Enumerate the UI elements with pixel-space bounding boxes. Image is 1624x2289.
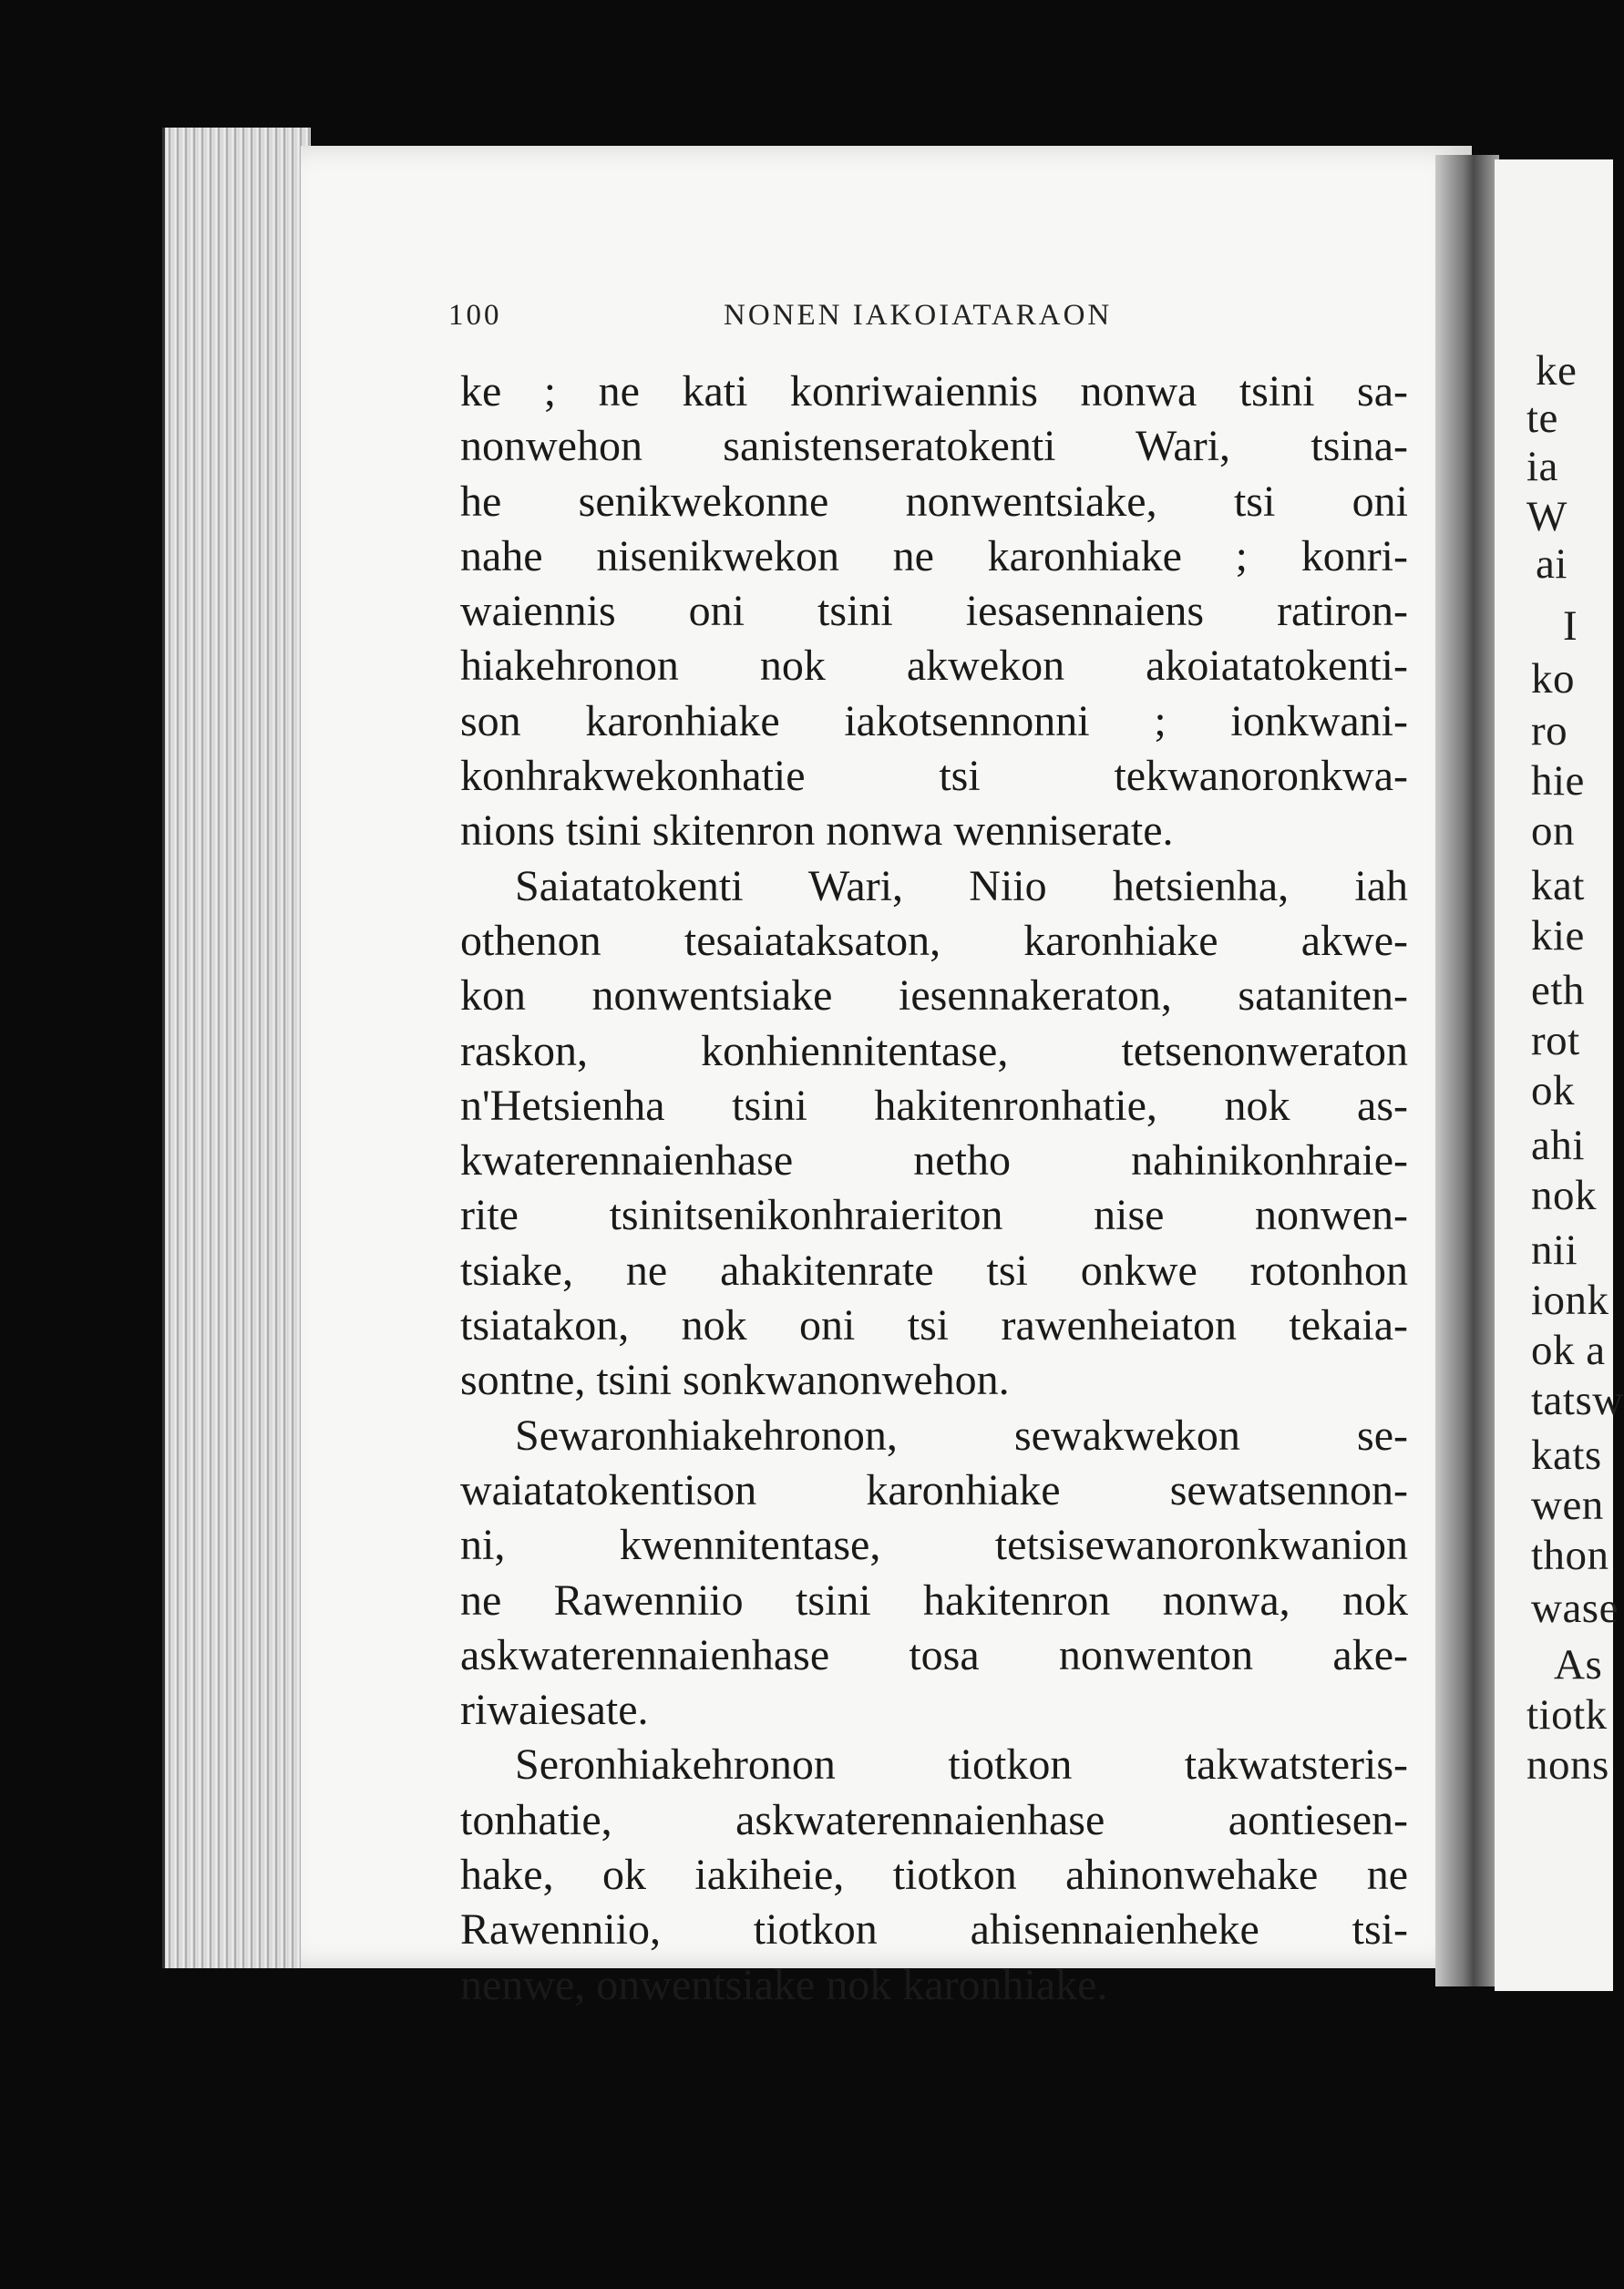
text-line: ni, kwennitentase, tetsisewanoronkwanion xyxy=(460,1521,1408,1570)
text-line: rite tsinitsenikonhraieriton nise nonwen- xyxy=(460,1191,1408,1240)
text-line: raskon, konhiennitentase, tetsenonweraton xyxy=(460,1026,1408,1075)
text-line: Rawenniio, tiotkon ahisennaienheke tsi- xyxy=(460,1905,1408,1955)
facing-page-fragment: on xyxy=(1531,807,1575,855)
text-line: Seronhiakehronon tiotkon takwatsteris- xyxy=(515,1740,1408,1790)
facing-page-fragment: ke xyxy=(1536,347,1578,395)
facing-page-fragment: W xyxy=(1526,493,1567,540)
text-line: nenwe, onwentsiake nok karonhiake. xyxy=(460,1960,1108,2009)
text-line: sontne, tsini sonkwanonwehon. xyxy=(460,1356,1010,1405)
facing-page-fragment: wen xyxy=(1531,1482,1604,1529)
paragraph xyxy=(460,859,1408,1409)
facing-page-fragment: wase xyxy=(1531,1585,1619,1632)
facing-page-fragment: nii xyxy=(1531,1227,1578,1274)
running-title: NONEN IAKOIATARAON xyxy=(724,299,1113,332)
facing-page-fragment: nok xyxy=(1531,1172,1597,1219)
facing-page-fragment: ahi xyxy=(1531,1122,1585,1169)
facing-page-fragment: ionk xyxy=(1531,1277,1609,1324)
book-gutter xyxy=(1435,155,1499,1986)
text-line: n'Hetsienha tsini hakitenronhatie, nok as- xyxy=(460,1081,1408,1130)
text-line: waiatatokentison karonhiake sewatsennon- xyxy=(460,1465,1408,1514)
facing-page-fragment: hie xyxy=(1531,757,1585,805)
facing-page-fragment: tiotk xyxy=(1526,1691,1608,1739)
text-line: hake, ok iakiheie, tiotkon ahinonwehake ne xyxy=(460,1851,1408,1900)
text-line: tonhatie, askwaterennaienhase aontiesen- xyxy=(460,1795,1408,1844)
facing-page-fragment: kie xyxy=(1531,912,1585,960)
facing-page-fragment: te xyxy=(1526,395,1558,442)
text-line: hiakehronon nok akwekon akoiatatokenti- xyxy=(460,642,1408,691)
text-line: waiennis oni tsini iesasennaiens ratiron- xyxy=(460,587,1408,636)
text-line: tsiatakon, nok oni tsi rawenheiaton tekaia- xyxy=(460,1301,1408,1350)
page-body xyxy=(460,364,1408,2013)
text-line: kon nonwentsiake iesennakeraton, sataniten- xyxy=(460,971,1408,1021)
text-line: nahe nisenikwekon ne karonhiake ; konri- xyxy=(460,531,1408,580)
text-line: konhrakwekonhatie tsi tekwanoronkwa- xyxy=(460,752,1408,801)
facing-page-fragment: ok a xyxy=(1531,1327,1606,1374)
paragraph xyxy=(460,1409,1408,1739)
text-line: riwaiesate. xyxy=(460,1686,649,1735)
text-line: nonwehon sanistenseratokenti Wari, tsina- xyxy=(460,422,1408,471)
facing-page-fragment: tatsw xyxy=(1531,1377,1624,1424)
facing-page-fragment: I xyxy=(1563,602,1578,650)
text-line: ke ; ne kati konriwaiennis nonwa tsini sa- xyxy=(460,367,1408,416)
text-line: kwaterennaienhase netho nahinikonhraie- xyxy=(460,1136,1408,1186)
facing-page-fragment: kat xyxy=(1531,862,1585,909)
text-line: son karonhiake iakotsennonni ; ionkwani- xyxy=(460,696,1408,745)
facing-page-fragment: ok xyxy=(1531,1067,1575,1114)
text-line: tsiake, ne ahakitenrate tsi onkwe rotonhon xyxy=(460,1246,1408,1295)
paragraph xyxy=(460,364,1408,859)
text-line: askwaterennaienhase tosa nonwenton ake- xyxy=(460,1630,1408,1679)
text-line: Saiatatokenti Wari, Niio hetsienha, iah xyxy=(515,861,1408,910)
text-line: he senikwekonne nonwentsiake, tsi oni xyxy=(460,477,1408,526)
facing-page-fragment: rot xyxy=(1531,1017,1580,1064)
facing-page-fragment: ko xyxy=(1531,655,1575,703)
facing-page-fragment: eth xyxy=(1531,967,1585,1014)
text-line: nions tsini skitenron nonwa wenniserate. xyxy=(460,806,1174,856)
facing-page-fragment: kats xyxy=(1531,1432,1602,1479)
text-line: Sewaronhiakehronon, sewakwekon se- xyxy=(515,1411,1408,1460)
text-line: othenon tesaiataksaton, karonhiake akwe- xyxy=(460,916,1408,965)
page-edges xyxy=(162,128,311,1968)
page-number: 100 xyxy=(448,299,502,332)
facing-page xyxy=(1495,159,1624,1991)
facing-page-fragment: ia xyxy=(1526,443,1558,490)
text-line: ne Rawenniio tsini hakitenron nonwa, nok xyxy=(460,1576,1408,1625)
facing-page-fragment: ai xyxy=(1536,540,1567,588)
facing-page-fragment: ro xyxy=(1531,707,1568,754)
paragraph xyxy=(460,1738,1408,2012)
facing-page-fragment: thon xyxy=(1531,1532,1609,1579)
facing-page-fragment: nons xyxy=(1526,1741,1609,1789)
facing-page-fragment: As xyxy=(1554,1641,1603,1689)
